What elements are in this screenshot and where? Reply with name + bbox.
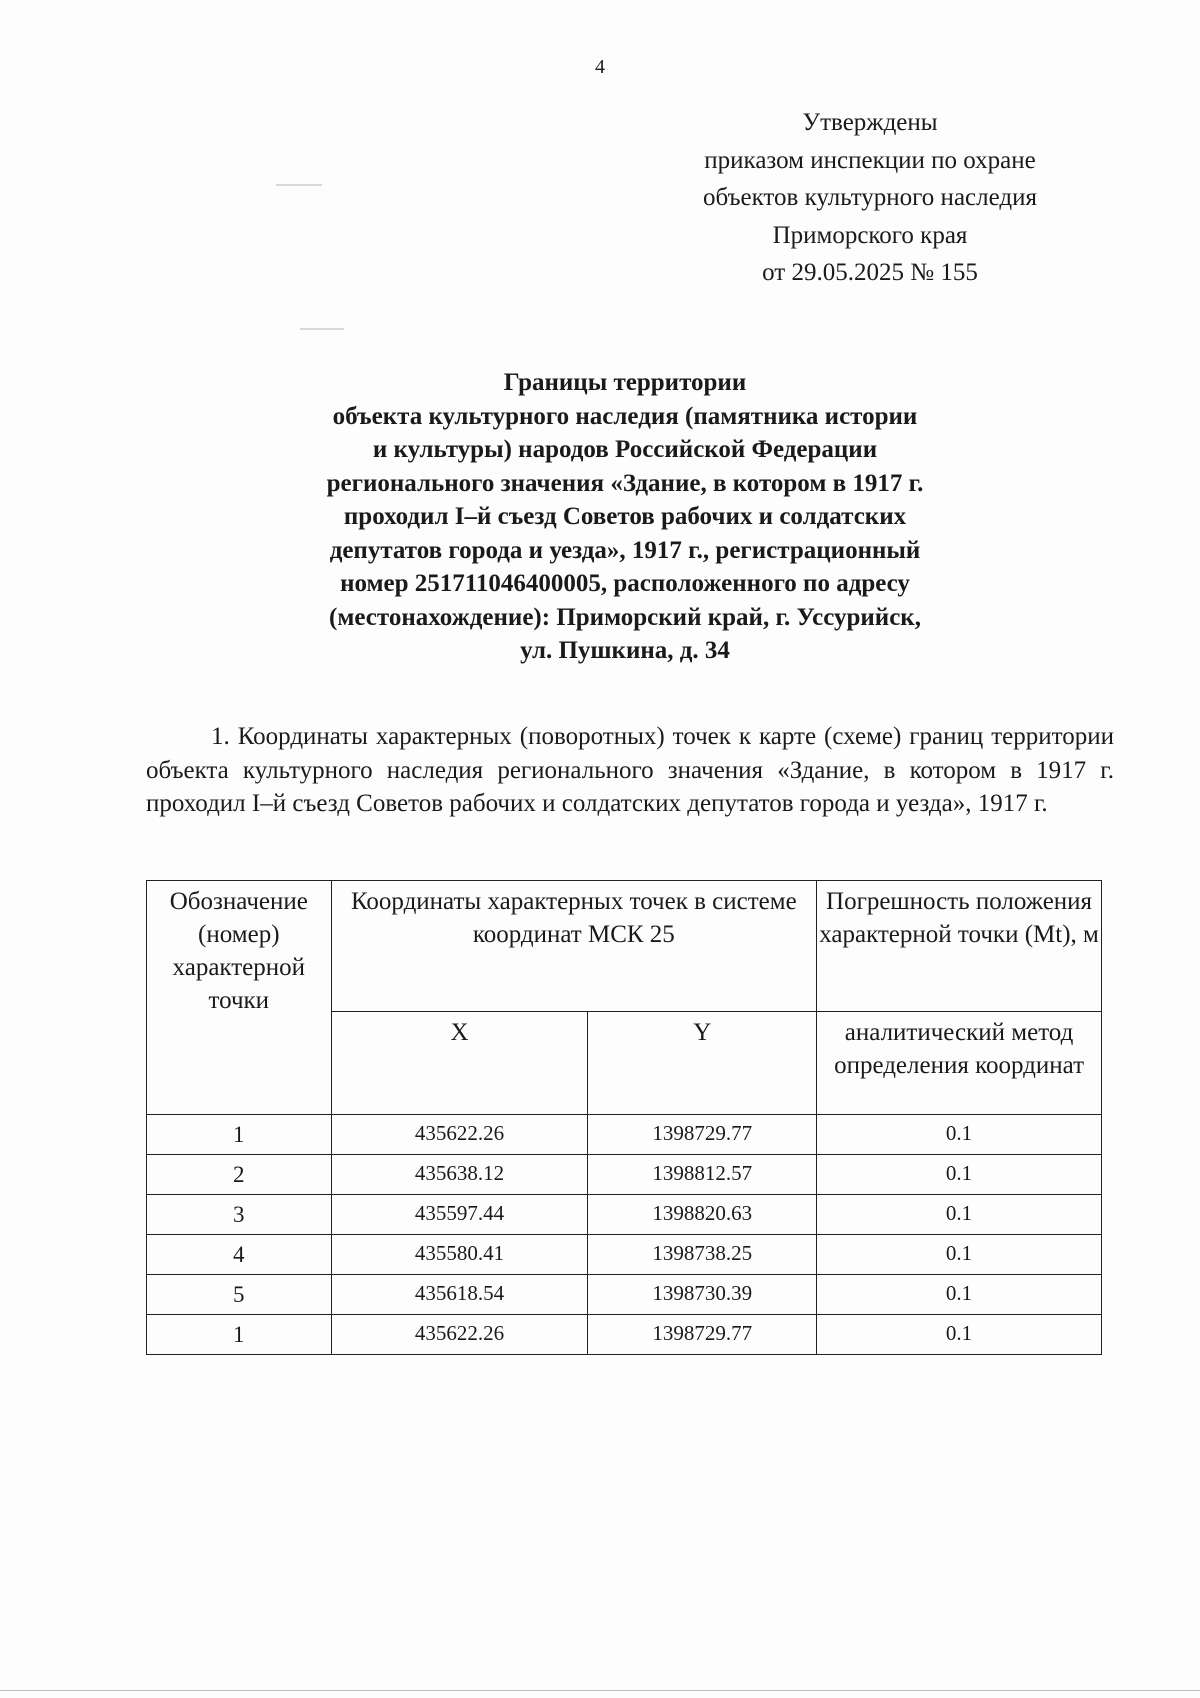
approval-line: Приморского края xyxy=(772,221,968,249)
cell-point-number: 5 xyxy=(147,1275,332,1315)
cell-x: 435622.26 xyxy=(331,1115,588,1155)
title-line: Границы территории xyxy=(503,369,747,396)
cell-point-number: 1 xyxy=(147,1315,332,1355)
approval-stamp-block xyxy=(660,104,1080,292)
cell-mt: 0.1 xyxy=(817,1235,1102,1275)
table-row xyxy=(147,1235,1102,1275)
header-coordinates: Координаты характерных точек в системе координат МСК 25 xyxy=(331,881,817,1012)
page-number: 4 xyxy=(595,56,605,78)
cell-x: 435618.54 xyxy=(331,1275,588,1315)
cell-mt: 0.1 xyxy=(817,1115,1102,1155)
cell-mt: 0.1 xyxy=(817,1155,1102,1195)
header-x: X xyxy=(331,1012,588,1115)
header-method: аналитический метод определения координат xyxy=(817,1012,1102,1115)
cell-y: 1398738.25 xyxy=(588,1235,817,1275)
cell-mt: 0.1 xyxy=(817,1195,1102,1235)
coordinates-table xyxy=(146,880,1102,1355)
header-y: Y xyxy=(588,1012,817,1115)
scan-speck xyxy=(276,184,322,186)
title-line: объекта культурного наследия (памятника истории xyxy=(332,402,918,430)
cell-point-number: 3 xyxy=(147,1195,332,1235)
cell-y: 1398729.77 xyxy=(588,1115,817,1155)
scan-speck xyxy=(0,1690,1200,1691)
title-line: ул. Пушкина, д. 34 xyxy=(520,637,730,664)
title-line: номер 251711046400005, расположенного по адресу xyxy=(340,570,910,597)
cell-x: 435638.12 xyxy=(331,1155,588,1195)
cell-y: 1398730.39 xyxy=(588,1275,817,1315)
cell-y: 1398729.77 xyxy=(588,1315,817,1355)
scan-speck xyxy=(300,328,344,330)
table-row xyxy=(147,1155,1102,1195)
cell-x: 435622.26 xyxy=(331,1315,588,1355)
header-designation: Обозначение (номер) характерной точки xyxy=(147,881,332,1115)
cell-mt: 0.1 xyxy=(817,1315,1102,1355)
cell-mt: 0.1 xyxy=(817,1275,1102,1315)
cell-point-number: 2 xyxy=(147,1155,332,1195)
table-row xyxy=(147,1275,1102,1315)
cell-y: 1398820.63 xyxy=(588,1195,817,1235)
table-row xyxy=(147,1315,1102,1355)
intro-paragraph: 1. Координаты характерных (поворотных) точек к карте (схеме) границ территории объекта культурного наследия регионального значения «Здание, в котором в 1917 г. проходил I–й съезд Советов рабочих и солдатских депутатов города и уезда», 1917 г. xyxy=(146,723,1114,817)
approval-line: приказом инспекции по охране xyxy=(704,146,1036,174)
title-line: и культуры) народов Российской Федерации xyxy=(372,436,878,463)
cell-point-number: 4 xyxy=(147,1235,332,1275)
cell-x: 435580.41 xyxy=(331,1235,588,1275)
table-row xyxy=(147,1115,1102,1155)
header-accuracy: Погрешность положения характерной точки (Mt), м xyxy=(817,881,1102,1012)
approval-line: объектов культурного наследия xyxy=(703,184,1037,211)
title-line: проходил I–й съезд Советов рабочих и солдатских xyxy=(343,503,907,530)
approval-line: Утверждены xyxy=(802,109,938,136)
cell-point-number: 1 xyxy=(147,1115,332,1155)
title-line: (местонахождение): Приморский край, г. Уссурийск, xyxy=(329,603,921,631)
document-title xyxy=(200,366,1050,668)
title-line: регионального значения «Здание, в котором в 1917 г. xyxy=(326,469,924,497)
title-line: депутатов города и уезда», 1917 г., регистрационный xyxy=(329,536,921,564)
cell-x: 435597.44 xyxy=(331,1195,588,1235)
cell-y: 1398812.57 xyxy=(588,1155,817,1195)
approval-line: от 29.05.2025 № 155 xyxy=(762,259,978,286)
table-row xyxy=(147,1195,1102,1235)
